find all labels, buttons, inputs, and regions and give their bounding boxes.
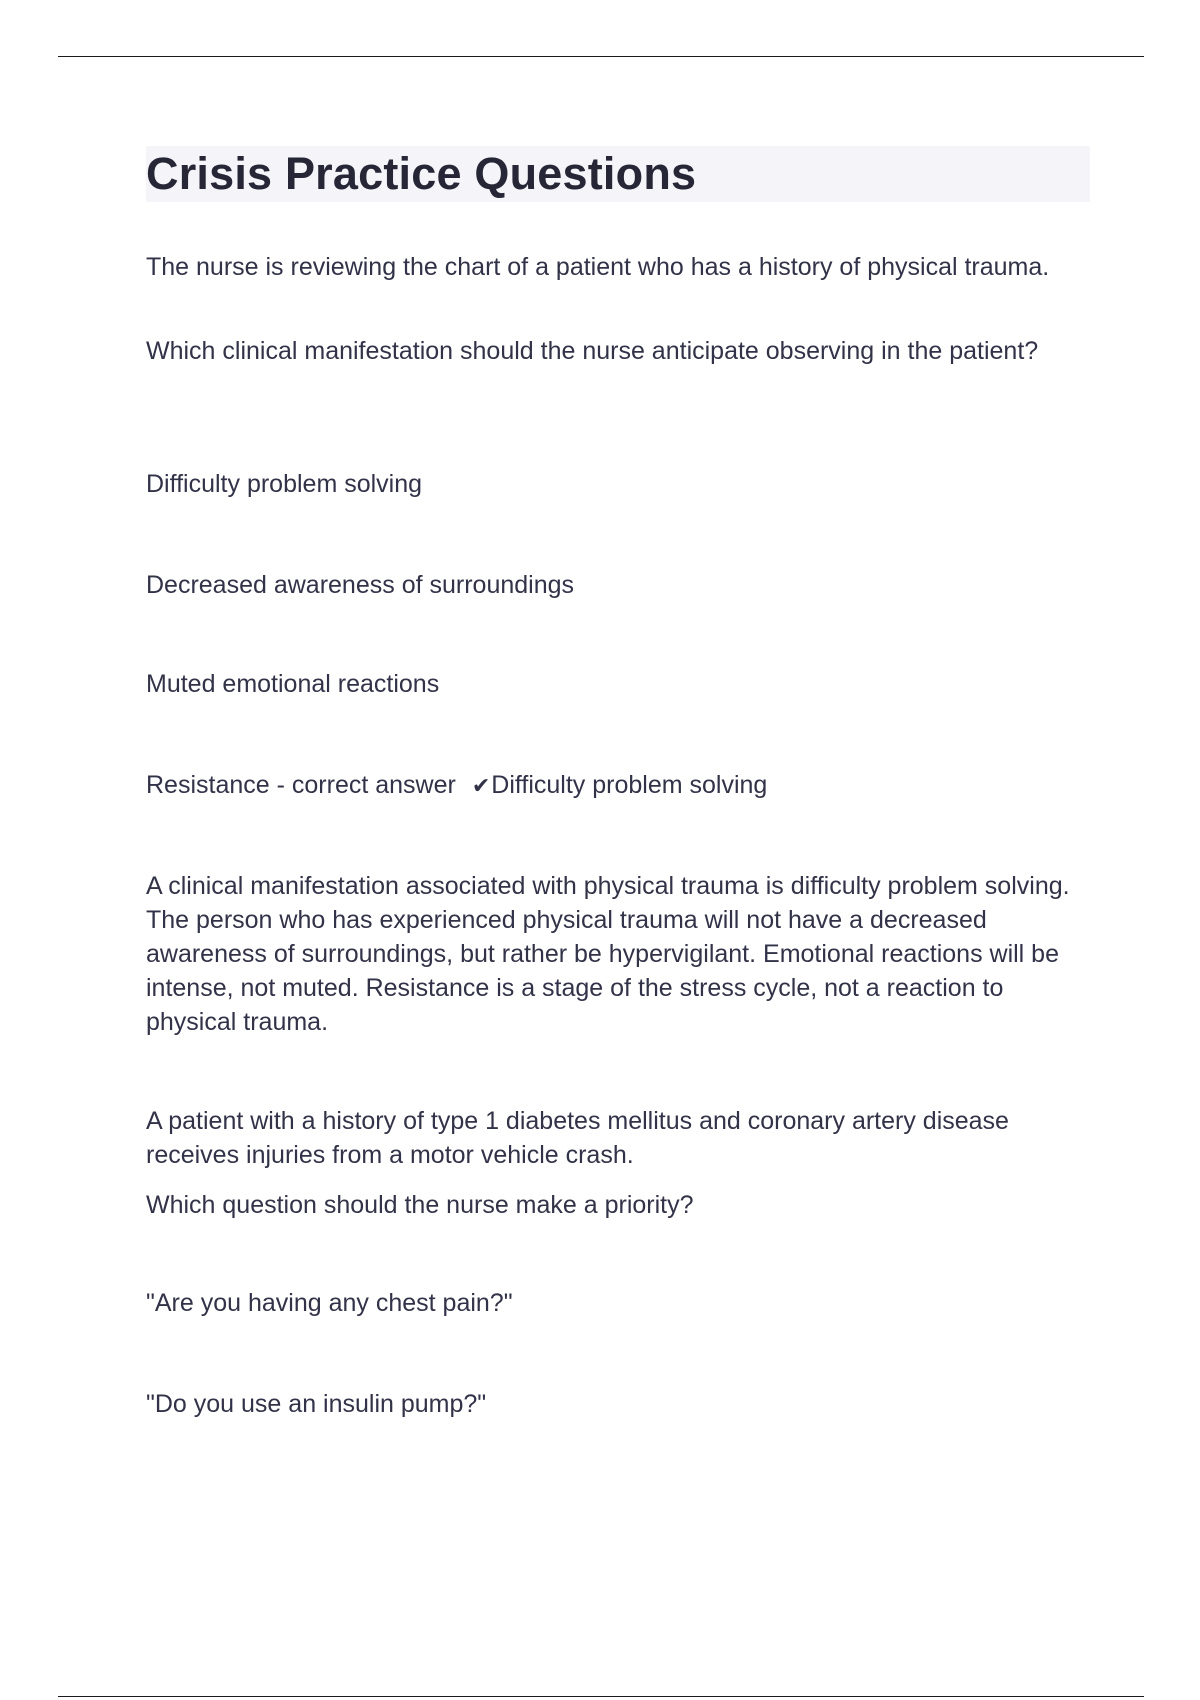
question-1-option-1: Difficulty problem solving [146, 470, 423, 498]
question-1-prompt: Which clinical manifestation should the nurse anticipate observing in the patient? [146, 337, 1039, 365]
question-1-option-2: Decreased awareness of surroundings [146, 571, 575, 599]
question-2-option-2: "Do you use an insulin pump?" [146, 1390, 487, 1418]
correct-answer-marker: - correct answer [276, 771, 456, 799]
top-rule [58, 56, 1144, 57]
question-1-rationale: A clinical manifestation associated with physical trauma is difficulty problem solving. The person who has experienced physical trauma will not have a decreased awareness of surroundings, but rather be hypervigilant. Emotional reactions will be intense, not muted. Resistance is a stage of the stress cycle, not a reaction to physical trauma. [146, 872, 1070, 1036]
question-2-stem: A patient with a history of type 1 diabetes mellitus and coronary artery disease receives injuries from a motor vehicle crash. [146, 1107, 1009, 1169]
bottom-rule [58, 1696, 1144, 1697]
page-title: Crisis Practice Questions [146, 148, 697, 199]
question-1-option-4: Resistance [146, 771, 270, 799]
question-1-stem: The nurse is reviewing the chart of a patient who has a history of physical trauma. [146, 253, 1050, 281]
question-2-option-1: "Are you having any chest pain?" [146, 1289, 513, 1317]
checkmark-icon: ✔ [471, 774, 491, 799]
correct-answer-text: Difficulty problem solving [491, 771, 768, 799]
question-1-option-4-with-answer [146, 768, 1090, 804]
question-2-prompt: Which question should the nurse make a priority? [146, 1191, 694, 1219]
question-1-option-3: Muted emotional reactions [146, 670, 440, 698]
